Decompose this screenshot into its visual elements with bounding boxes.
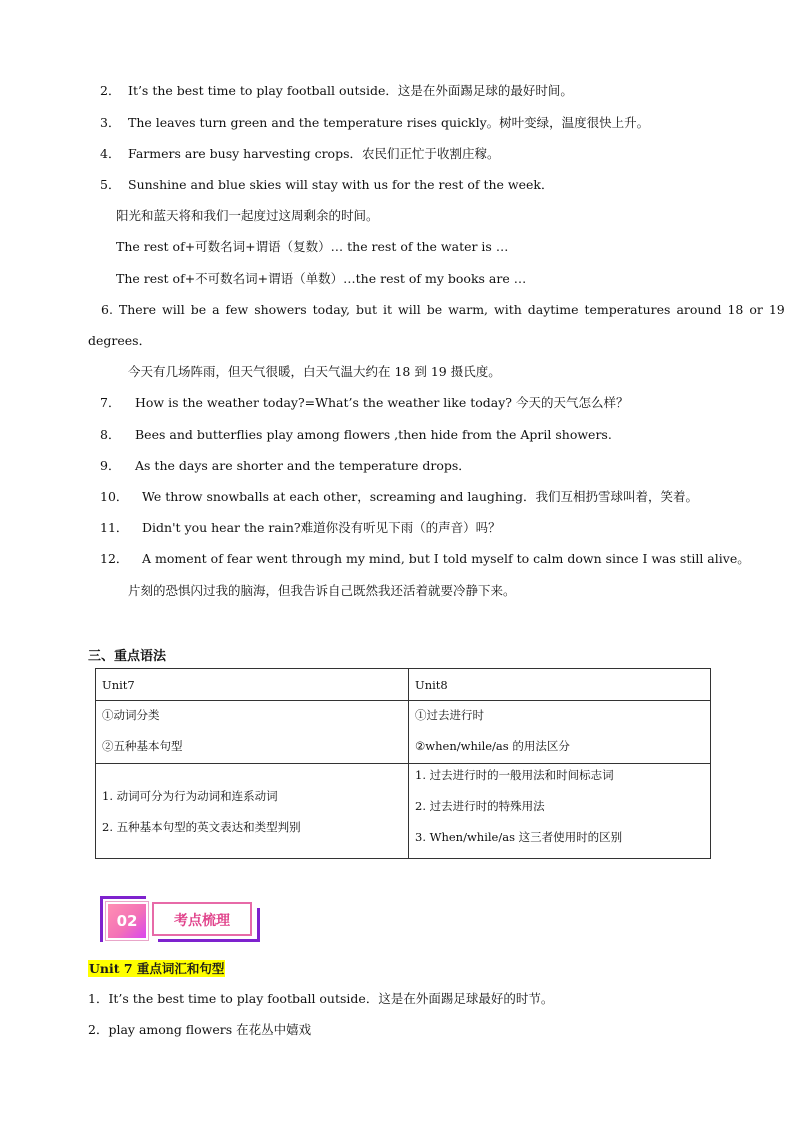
- table-header-cell: [409, 669, 711, 701]
- badge-label: 考点梳理: [152, 902, 252, 936]
- sentence-number: 7．: [100, 395, 121, 410]
- table-cell: [409, 764, 711, 859]
- sentence-number: 11．: [100, 520, 129, 535]
- sentence-8: [100, 427, 612, 443]
- rest-of-rule-1: The rest of+可数名词+谓语（复数）… the rest of the water is …: [116, 239, 509, 254]
- sentence-11: [100, 520, 501, 536]
- sentence-number: 3．: [100, 115, 121, 130]
- cell-line: ①过去进行时: [415, 708, 484, 722]
- sentence-12-translation: 片刻的恐惧闪过我的脑海，但我告诉自己既然我还活着就要冷静下来。: [128, 583, 516, 598]
- cell-line: ①动词分类: [102, 708, 160, 722]
- sentence-number: 2．: [100, 83, 121, 98]
- cell-line: 2. 过去进行时的特殊用法: [415, 799, 545, 813]
- sentence-text: A moment of fear went through my mind, but I told myself to calm down since I was still alive。: [142, 551, 750, 566]
- sentence-number: 12．: [100, 551, 129, 566]
- sentence-5-translation: 阳光和蓝天将和我们一起度过这周剩余的时间。: [116, 208, 379, 223]
- sentence-text: Sunshine and blue skies will stay with us for the rest of the week．: [128, 177, 554, 192]
- sentence-4: [100, 146, 500, 162]
- sentence-text: How is the weather today?=What’s the weather like today? 今天的天气怎么样？: [135, 395, 629, 410]
- table-header-cell: [96, 669, 409, 701]
- unit7-item-1: 1．It’s the best time to play football outside．这是在外面踢足球最好的时节。: [88, 991, 554, 1006]
- sentence-number: 10．: [100, 489, 129, 504]
- sentence-number: 9．: [100, 458, 121, 473]
- cell-line: ②五种基本句型: [102, 739, 183, 753]
- sentence-number: 8．: [100, 427, 121, 442]
- sentence-text: We throw snowballs at each other，screaming and laughing．我们互相扔雪球叫着，笑着。: [142, 489, 698, 504]
- sentence-6-line-1: 6. There will be a few showers today, but it will be warm, with daytime temperatures around 18 or 19: [101, 302, 785, 317]
- section-title-grammar: 三、重点语法: [88, 649, 167, 664]
- cell-line: ②when/while/as 的用法区分: [415, 739, 570, 753]
- sentence-text: Bees and butterflies play among flowers ,then hide from the April showers.: [135, 427, 612, 442]
- cell-line: 1. 动词可分为行为动词和连系动词: [102, 788, 278, 803]
- sentence-2: [100, 83, 573, 99]
- sentence-10: [100, 489, 698, 505]
- sentence-6-translation: 今天有几场阵雨，但天气很暖，白天气温大约在 18 到 19 摄氏度。: [128, 364, 501, 379]
- table-cell: [96, 764, 409, 859]
- cell-line: 2. 五种基本句型的英文表达和类型判别: [102, 819, 301, 834]
- header-unit7: Unit7: [102, 677, 135, 692]
- section-badge: [100, 896, 260, 942]
- sentence-text: Didn't you hear the rain?难道你没有听见下雨（的声音）吗？: [142, 520, 501, 535]
- cell-line: 1. 过去进行时的一般用法和时间标志词: [415, 768, 614, 782]
- sentence-9: [100, 458, 471, 474]
- sentence-number: 5．: [100, 177, 121, 192]
- unit7-heading: Unit 7 重点词汇和句型: [89, 961, 225, 976]
- table-header-row: [96, 669, 711, 701]
- sentence-5: [100, 177, 553, 193]
- table-cell: [96, 701, 409, 764]
- rest-of-rule-2: The rest of+不可数名词+谓语（单数）…the rest of my books are …: [116, 271, 527, 286]
- grammar-table: [95, 668, 711, 859]
- table-row: [96, 701, 711, 764]
- sentence-3: [100, 115, 649, 131]
- sentence-text: Farmers are busy harvesting crops．农民们正忙于收割庄稼。: [128, 146, 500, 161]
- sentence-number: 4．: [100, 146, 121, 161]
- table-cell: [409, 701, 711, 764]
- table-row: [96, 764, 711, 859]
- sentence-6-line-2: degrees．: [88, 333, 152, 348]
- unit7-item-2: 2．play among flowers 在花丛中嬉戏: [88, 1022, 312, 1037]
- sentence-12: [100, 551, 750, 567]
- badge-number: 02: [106, 902, 148, 940]
- sentence-text: As the days are shorter and the temperature drops．: [135, 458, 471, 473]
- cell-line: 3. When/while/as 这三者使用时的区别: [415, 830, 623, 844]
- header-unit8: Unit8: [415, 677, 448, 692]
- sentence-text: It’s the best time to play football outside．这是在外面踢足球的最好时间。: [128, 83, 573, 98]
- sentence-7: [100, 395, 628, 411]
- sentence-text: The leaves turn green and the temperature rises quickly。树叶变绿，温度很快上升。: [128, 115, 650, 130]
